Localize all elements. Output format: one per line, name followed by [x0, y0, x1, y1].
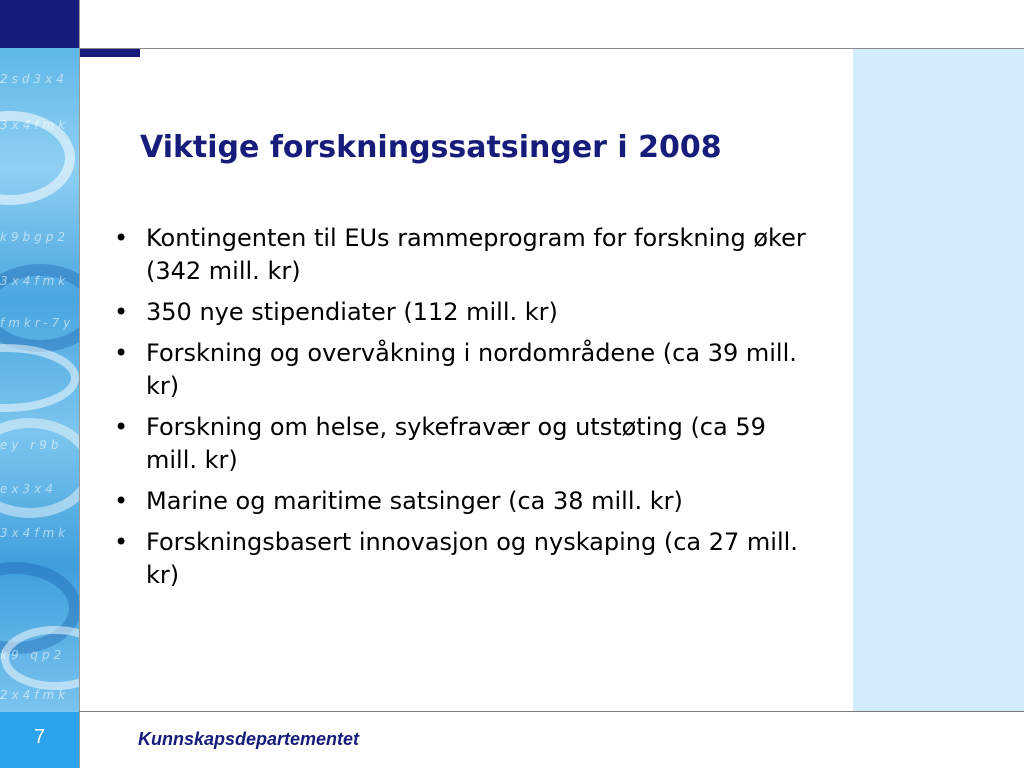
- bullet-symbol: •: [114, 224, 129, 252]
- footer-rule: [79, 711, 1024, 712]
- bullet-item: [112, 222, 812, 288]
- bullet-item: [112, 337, 812, 403]
- bullet-symbol: •: [114, 487, 129, 515]
- bullet-item: [112, 485, 812, 518]
- footer-organization: Kunnskapsdepartementet: [138, 729, 360, 749]
- bullet-text: Forskning om helse, sykefravær og utstøting (ca 59 mill. kr): [146, 413, 766, 474]
- strip-decor-text: ex3x4: [0, 482, 57, 496]
- bullet-symbol: •: [114, 298, 129, 326]
- bullet-item: [112, 526, 812, 592]
- strip-decor-text: 2sd3x4: [0, 72, 68, 86]
- right-side-panel: [853, 49, 1024, 711]
- strip-decor-text: 3x4fmk: [0, 526, 70, 540]
- bullet-text: 350 nye stipendiater (112 mill. kr): [146, 298, 558, 326]
- decorative-side-strip: [0, 48, 79, 712]
- bullet-symbol: •: [114, 339, 129, 367]
- strip-decor-text: fmkr-7y: [0, 316, 75, 330]
- bullet-item: [112, 411, 812, 477]
- header-accent-bar: [79, 49, 140, 57]
- bullet-symbol: •: [114, 413, 129, 441]
- page-number: 7: [33, 726, 46, 748]
- bullet-text: Forskningsbasert innovasjon og nyskaping (ca 27 mill. kr): [146, 528, 798, 589]
- strip-decor-text: 3x4fmk: [0, 274, 70, 288]
- bullet-symbol: •: [114, 528, 129, 556]
- bullet-item: [112, 296, 812, 329]
- bullet-text: Marine og maritime satsinger (ca 38 mill. kr): [146, 487, 683, 515]
- strip-decor-text: ey r9b: [0, 438, 63, 452]
- page-number-box: [0, 712, 79, 768]
- left-divider: [79, 0, 80, 768]
- swirl-graphic: [0, 48, 79, 712]
- bullet-list: [112, 222, 812, 600]
- strip-decor-text: 2x4fmk: [0, 688, 70, 702]
- slide-title: Viktige forskningssatsinger i 2008: [140, 130, 722, 165]
- bullet-text: Forskning og overvåkning i nordområdene (ca 39 mill. kr): [146, 339, 797, 400]
- header-navy-block: [0, 0, 79, 48]
- strip-decor-text: k9bgp2: [0, 230, 70, 244]
- strip-decor-text: k9 qp2: [0, 648, 66, 662]
- bullet-text: Kontingenten til EUs rammeprogram for forskning øker (342 mill. kr): [146, 224, 806, 285]
- strip-decor-text: 3x4fmk: [0, 118, 70, 132]
